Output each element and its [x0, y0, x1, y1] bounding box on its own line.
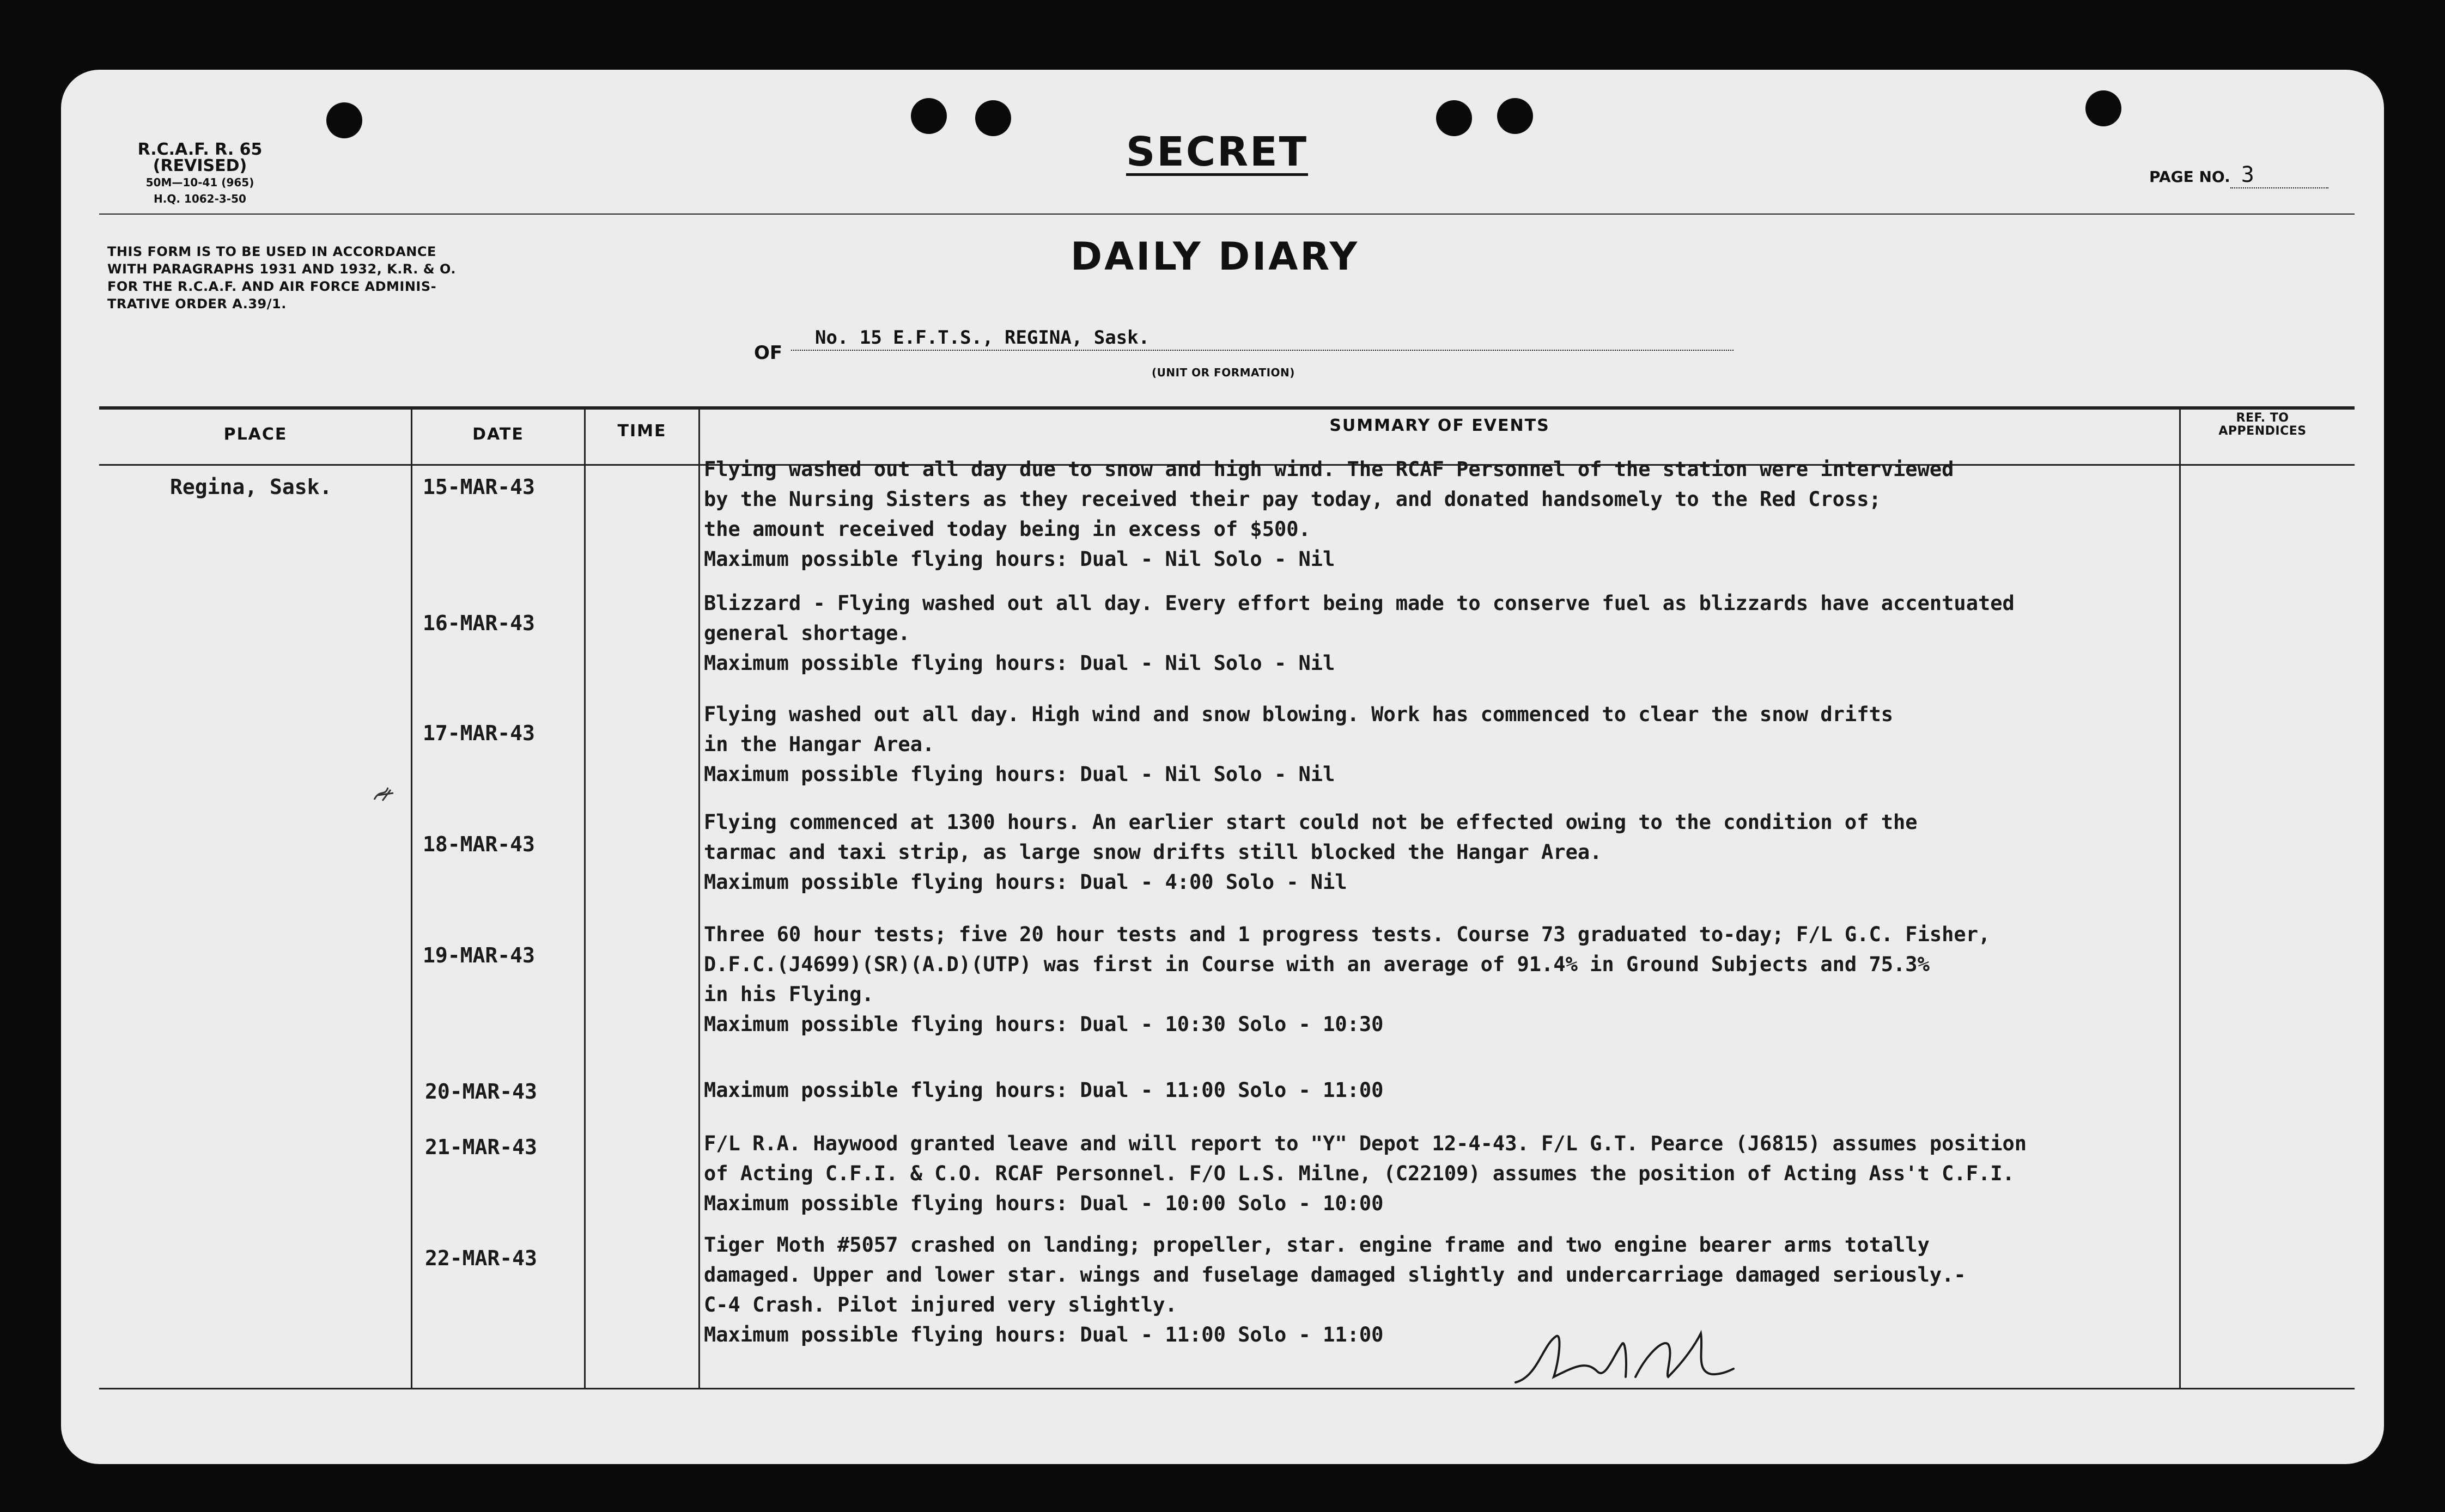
- column-header-ref-line: APPENDICES: [2218, 424, 2307, 438]
- table-top-rule: [99, 406, 2355, 410]
- punch-hole: [2085, 90, 2121, 126]
- entry-line: C-4 Crash. Pilot injured very slightly.: [704, 1293, 1177, 1316]
- entry-line: by the Nursing Sisters as they received their pay today, and donated handsomely to the Red Cross;: [704, 487, 1881, 511]
- form-code-block: [99, 142, 301, 207]
- entry-line: Flying commenced at 1300 hours. An earlier start could not be effected owing to the condition of the: [704, 810, 1918, 834]
- instruction-line: THIS FORM IS TO BE USED IN ACCORDANCE: [107, 244, 436, 259]
- entry-line: Three 60 hour tests; five 20 hour tests and 1 progress tests. Course 73 graduated to-day; F/L G.C. Fisher,: [704, 923, 1991, 946]
- column-header-ref-line: REF. TO: [2236, 411, 2289, 425]
- entry-line: Maximum possible flying hours: Dual - Nil Solo - Nil: [704, 547, 1335, 571]
- entry-date: 16-MAR-43: [423, 611, 535, 635]
- entry-line: of Acting C.F.I. & C.O. RCAF Personnel. F/O L.S. Milne, (C22109) assumes the position of Acting Ass't C.F.I.: [704, 1162, 2015, 1185]
- diary-entry: [704, 1230, 1966, 1350]
- entry-line: Maximum possible flying hours: Dual - 11:00 Solo - 11:00: [704, 1078, 1384, 1102]
- entry-line: Maximum possible flying hours: Dual - Nil Solo - Nil: [704, 651, 1335, 675]
- of-label: OF: [754, 342, 783, 364]
- entry-line: Maximum possible flying hours: Dual - 10:00 Solo - 10:00: [704, 1192, 1384, 1215]
- entry-line: Flying washed out all day due to snow and high wind. The RCAF Personnel of the station were interviewed: [704, 458, 1954, 481]
- column-header-place: PLACE: [223, 425, 288, 444]
- entry-line: Maximum possible flying hours: Dual - 4:00 Solo - Nil: [704, 870, 1347, 894]
- ink-mark: [372, 783, 399, 805]
- column-divider: [411, 407, 412, 1388]
- punch-hole: [1497, 98, 1533, 134]
- instruction-line: FOR THE R.C.A.F. AND AIR FORCE ADMINIS-: [107, 279, 437, 294]
- entry-line: D.F.C.(J4699)(SR)(A.D)(UTP) was first in Course with an average of 91.4% in Ground Subjects and 75.3%: [704, 953, 1930, 976]
- entry-line: Flying washed out all day. High wind and snow blowing. Work has commenced to clear the snow drifts: [704, 703, 1894, 726]
- entry-date: 17-MAR-43: [423, 721, 535, 745]
- column-header-time: TIME: [617, 422, 667, 441]
- form-instructions: [107, 243, 598, 313]
- form-title: DAILY DIARY: [1071, 234, 1360, 279]
- column-header-date: DATE: [472, 425, 524, 444]
- entry-line: Maximum possible flying hours: Dual - 11:00 Solo - 11:00: [704, 1323, 1384, 1346]
- diary-entry: [704, 588, 2015, 678]
- unit-name: No. 15 E.F.T.S., REGINA, Sask.: [815, 327, 1150, 349]
- header-divider: [99, 214, 2355, 215]
- diary-entry: [704, 919, 1990, 1039]
- punch-hole: [911, 98, 947, 134]
- diary-entry: [704, 1075, 1383, 1105]
- entry-date: 18-MAR-43: [423, 832, 535, 856]
- column-divider: [698, 407, 700, 1388]
- security-classification: SECRET: [1126, 129, 1309, 175]
- entry-line: the amount received today being in excess of $500.: [704, 517, 1311, 541]
- form-hq-line: H.Q. 1062-3-50: [154, 192, 246, 205]
- instruction-line: TRATIVE ORDER A.39/1.: [107, 296, 287, 312]
- instruction-line: WITH PARAGRAPHS 1931 AND 1932, K.R. & O.: [107, 261, 457, 277]
- diary-entry: [704, 1129, 2027, 1218]
- entry-date: 15-MAR-43: [423, 475, 535, 499]
- page-number-value: 3: [2230, 162, 2328, 188]
- entry-line: Maximum possible flying hours: Dual - 10:30 Solo - 10:30: [704, 1013, 1384, 1036]
- punch-hole: [975, 100, 1011, 136]
- diary-form-sheet: [61, 70, 2384, 1464]
- entry-line: tarmac and taxi strip, as large snow drifts still blocked the Hangar Area.: [704, 840, 1602, 864]
- handwritten-signature: [1505, 1322, 1739, 1399]
- entry-date: 21-MAR-43: [425, 1135, 537, 1159]
- entry-line: in the Hangar Area.: [704, 733, 935, 756]
- form-code: R.C.A.F. R. 65 (REVISED): [137, 140, 263, 175]
- entry-date: 19-MAR-43: [423, 943, 535, 967]
- entry-line: Tiger Moth #5057 crashed on landing; propeller, star. engine frame and two engine bearer arms totally: [704, 1233, 1930, 1257]
- place-value: Regina, Sask.: [170, 475, 332, 499]
- column-divider: [584, 407, 586, 1388]
- entry-line: in his Flying.: [704, 983, 874, 1006]
- column-divider: [2179, 407, 2181, 1388]
- table-bottom-rule: [99, 1388, 2355, 1389]
- entry-line: general shortage.: [704, 621, 910, 645]
- page-number-label: PAGE NO.: [2149, 168, 2230, 186]
- entry-date: 22-MAR-43: [425, 1246, 537, 1270]
- entry-line: F/L R.A. Haywood granted leave and will report to "Y" Depot 12-4-43. F/L G.T. Pearce (J6815) assumes position: [704, 1132, 2027, 1155]
- page-number-field: [2149, 162, 2328, 188]
- entry-line: Blizzard - Flying washed out all day. Every effort being made to conserve fuel as blizzards have accentuated: [704, 592, 2015, 615]
- column-header-summary: SUMMARY OF EVENTS: [1329, 416, 1550, 435]
- entry-line: damaged. Upper and lower star. wings and fuselage damaged slightly and undercarriage damaged seriously.-: [704, 1263, 1966, 1287]
- form-print-line: 50M—10-41 (965): [145, 176, 254, 189]
- punch-hole: [1436, 100, 1472, 136]
- unit-caption: (UNIT OR FORMATION): [1152, 366, 1295, 379]
- punch-hole: [326, 102, 362, 138]
- entry-date: 20-MAR-43: [425, 1080, 537, 1103]
- entry-line: Maximum possible flying hours: Dual - Nil Solo - Nil: [704, 763, 1335, 786]
- diary-entry: [704, 454, 1954, 574]
- diary-entry: [704, 807, 1918, 897]
- diary-entry: [704, 699, 1893, 789]
- column-header-ref: [2181, 412, 2344, 438]
